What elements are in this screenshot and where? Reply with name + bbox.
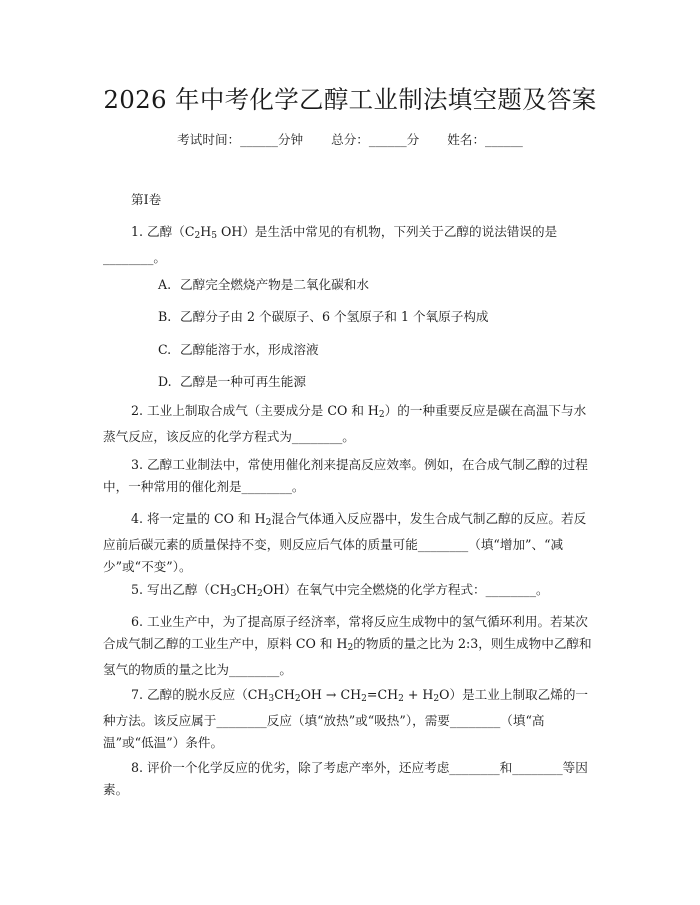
exam-time-field: 考试时间：______分钟 <box>177 132 304 147</box>
total-score-field: 总分：______分 <box>331 132 420 147</box>
question-number: 3. <box>131 457 144 472</box>
option-c: C. 乙醇能溶于水，形成溶液 <box>158 342 319 357</box>
option-b: B. 乙醇分子由 2 个碳原子、6 个氢原子和 1 个氧原子构成 <box>158 309 489 324</box>
question-number: 5. <box>131 582 144 597</box>
question-3: 3. 乙醇工业制法中，常使用催化剂来提高反应效率。例如，在合成气制乙醇的过程中，一种常用的催化剂是________。 <box>103 457 588 494</box>
question-number: 7. <box>131 687 144 702</box>
question-6: 6. 工业生产中，为了提高原子经济率，常将反应生成物中的氢气循环利用。若某次合成气制乙醇的工业生产中，原料 CO 和 $H_2$的物质的量之比为 2:3，则生成物中乙醇和氢气的物质的量之比为________。 <box>103 614 592 677</box>
question-8: 8. 评价一个化学反应的优劣，除了考虑产率外，还应考虑________和________等因素。 <box>103 760 588 797</box>
page-title: 2026 年中考化学乙醇工业制法填空题及答案 <box>103 85 597 114</box>
question-number: 6. <box>131 614 144 629</box>
option-d: D. 乙醇是一种可再生能源 <box>158 374 306 389</box>
question-5: 5. 写出乙醇$(CH_3CH_2OH)$在氧气中完全燃烧的化学方程式：________。 <box>131 582 549 599</box>
question-number: 1. <box>131 224 144 239</box>
question-4: 4. 将一定量的 CO 和 $H_2$混合气体通入反应器中，发生合成气制乙醇的反应。若反应前后碳元素的质量保持不变，则反应后气体的质量可能________（填“增加”、“减少”或“不变”）。 <box>103 511 587 574</box>
question-number: 8. <box>131 760 144 775</box>
question-2: 2. 工业上制取合成气（主要成分是 CO 和 $H_2$）的一种重要反应是碳在高温下与水蒸气反应，该反应的化学方程式为________。 <box>103 403 587 444</box>
question-7: 7. 乙醇的脱水反应$(CH_3CH_2OH \to CH_2=CH_2 + H_2O)$是工业上制取乙烯的一种方法。该反应属于________反应（填“放热”或“吸热”），需要________（填“高温”或“低温”）条件。 <box>103 687 589 750</box>
question-1: 1. 乙醇（$C_2H_5$ OH）是生活中常见的有机物，下列关于乙醇的说法错误的是________。 <box>103 224 558 265</box>
question-number: 2. <box>131 403 144 418</box>
section-heading: 第Ⅰ卷 <box>131 192 162 207</box>
name-field: 姓名：______ <box>447 132 523 147</box>
question-number: 4. <box>131 511 144 526</box>
option-a: A. 乙醇完全燃烧产物是二氧化碳和水 <box>158 277 369 292</box>
exam-meta <box>0 131 700 149</box>
